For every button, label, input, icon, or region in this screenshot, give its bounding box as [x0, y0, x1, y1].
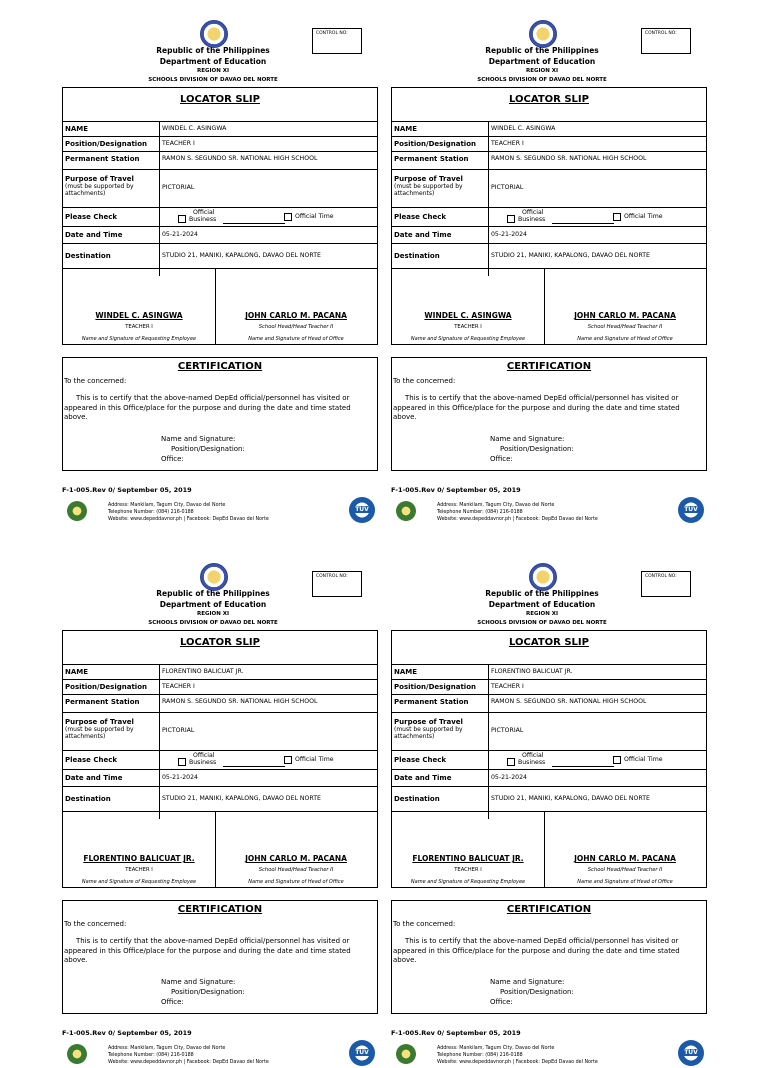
official-business-label	[518, 752, 545, 766]
address-line: Address: Mankilam, Tagum City, Davao del Norte	[437, 503, 555, 508]
purpose-note-1: (must be supported by	[65, 183, 134, 190]
position-value: TEACHER I	[491, 140, 524, 147]
certification-box	[62, 900, 378, 1014]
certification-body: This is to certify that the above-named DepEd official/personnel has visited or appeared in this Office/place for the purpose and during the date and time stated above.	[393, 937, 680, 964]
row-destination	[63, 786, 377, 812]
tuv-logo-text: TÜV	[355, 1049, 369, 1056]
purpose-value: PICTORIAL	[162, 727, 195, 734]
name-label: NAME	[394, 125, 418, 133]
head-caption: Name and Signature of Head of Office	[577, 879, 673, 885]
purpose-label	[65, 175, 134, 197]
position-designation-field: Position/Designation:	[500, 988, 574, 996]
row-purpose	[63, 712, 377, 751]
locator-slip	[391, 0, 707, 525]
control-no-label: CONTROL NO:	[316, 31, 348, 36]
row-purpose	[392, 712, 706, 751]
official-business-checkbox[interactable]	[178, 215, 186, 223]
row-date	[63, 226, 377, 244]
control-no-label: CONTROL NO:	[645, 31, 677, 36]
name-value: FLORENTINO BALICUAT JR.	[491, 668, 573, 675]
official-business-line1: Official	[193, 752, 215, 759]
purpose-note-1: (must be supported by	[394, 183, 463, 190]
employee-signature	[63, 811, 215, 889]
form-title: LOCATOR SLIP	[509, 94, 589, 105]
station-label: Permanent Station	[394, 155, 469, 163]
purpose-note-1: (must be supported by	[65, 726, 134, 733]
employee-caption: Name and Signature of Requesting Employee	[81, 879, 197, 885]
header-division: SCHOOLS DIVISION OF DAVAO DEL NORTE	[477, 77, 607, 83]
footer-address	[437, 502, 598, 523]
header-region: REGION XI	[196, 68, 230, 74]
business-underline	[223, 223, 285, 224]
row-destination	[392, 786, 706, 812]
employee-position: TEACHER I	[454, 324, 482, 330]
check-label: Please Check	[65, 756, 118, 764]
purpose-label	[65, 718, 134, 740]
employee-caption: Name and Signature of Requesting Employee	[410, 879, 526, 885]
website-line: Website: www.depeddavnor.ph | Facebook: DepEd Davao del Norte	[437, 517, 598, 522]
employee-signature	[392, 811, 544, 889]
official-business-line2: Business	[518, 216, 546, 223]
telephone-line: Telephone Number: (084) 216-0188	[437, 1053, 523, 1058]
certification-title: CERTIFICATION	[506, 361, 592, 372]
purpose-label	[394, 718, 463, 740]
employee-name: WINDEL C. ASINGWA	[95, 311, 183, 320]
deped-seal-icon	[200, 563, 228, 591]
check-label: Please Check	[394, 756, 447, 764]
purpose-value: PICTORIAL	[162, 184, 195, 191]
row-check	[392, 207, 706, 227]
date-label: Date and Time	[394, 774, 452, 782]
station-value: RAMON S. SEGUNDO SR. NATIONAL HIGH SCHOOL	[162, 155, 318, 162]
name-signature-field: Name and Signature:	[161, 435, 236, 443]
row-date	[392, 226, 706, 244]
destination-value: STUDIO 21, MANIKI, KAPALONG, DAVAO DEL NORTE	[491, 795, 650, 802]
row-date	[392, 769, 706, 787]
destination-label: Destination	[394, 252, 440, 260]
certification-title: CERTIFICATION	[177, 361, 263, 372]
row-position	[63, 679, 377, 695]
row-check	[63, 207, 377, 227]
header-republic: Republic of the Philippines	[485, 46, 599, 55]
office-field: Office:	[490, 455, 513, 463]
division-logo-icon	[67, 501, 87, 521]
locator-form	[62, 87, 378, 345]
locator-slip	[391, 543, 707, 1068]
official-business-label	[189, 752, 216, 766]
official-time-checkbox[interactable]	[284, 756, 292, 764]
header-region: REGION XI	[196, 611, 230, 617]
destination-label: Destination	[65, 795, 111, 803]
form-title: LOCATOR SLIP	[509, 637, 589, 648]
official-time-checkbox[interactable]	[613, 213, 621, 221]
official-business-checkbox[interactable]	[178, 758, 186, 766]
official-time-checkbox[interactable]	[613, 756, 621, 764]
row-destination	[392, 243, 706, 269]
purpose-label-text: Purpose of Travel	[394, 175, 463, 183]
destination-label: Destination	[65, 252, 111, 260]
station-label: Permanent Station	[65, 698, 140, 706]
position-designation-field: Position/Designation:	[171, 445, 245, 453]
telephone-line: Telephone Number: (084) 216-0188	[437, 510, 523, 515]
row-name	[392, 664, 706, 680]
position-designation-field: Position/Designation:	[500, 445, 574, 453]
header-republic: Republic of the Philippines	[156, 46, 270, 55]
tuv-certification-icon	[349, 1040, 375, 1066]
header-division: SCHOOLS DIVISION OF DAVAO DEL NORTE	[148, 77, 278, 83]
row-check	[392, 750, 706, 770]
station-value: RAMON S. SEGUNDO SR. NATIONAL HIGH SCHOOL	[491, 155, 647, 162]
header-division: SCHOOLS DIVISION OF DAVAO DEL NORTE	[148, 620, 278, 626]
official-business-checkbox[interactable]	[507, 758, 515, 766]
telephone-line: Telephone Number: (084) 216-0188	[108, 1053, 194, 1058]
form-code: F-1-005.Rev 0/ September 05, 2019	[62, 1029, 192, 1037]
row-destination	[63, 243, 377, 269]
date-label: Date and Time	[394, 231, 452, 239]
row-station	[392, 151, 706, 170]
station-value: RAMON S. SEGUNDO SR. NATIONAL HIGH SCHOOL	[162, 698, 318, 705]
official-business-checkbox[interactable]	[507, 215, 515, 223]
header-region: REGION XI	[525, 68, 559, 74]
position-label: Position/Designation	[394, 683, 476, 691]
website-line: Website: www.depeddavnor.ph | Facebook: DepEd Davao del Norte	[108, 517, 269, 522]
footer-address	[108, 502, 269, 523]
office-field: Office:	[161, 455, 184, 463]
name-signature-field: Name and Signature:	[161, 978, 236, 986]
telephone-line: Telephone Number: (084) 216-0188	[108, 510, 194, 515]
certification-box	[391, 357, 707, 471]
purpose-note-1: (must be supported by	[394, 726, 463, 733]
row-date	[63, 769, 377, 787]
employee-caption: Name and Signature of Requesting Employee	[81, 336, 197, 342]
name-value: WINDEL C. ASINGWA	[162, 125, 227, 132]
form-code: F-1-005.Rev 0/ September 05, 2019	[391, 1029, 521, 1037]
date-value: 05-21-2024	[162, 231, 198, 238]
employee-position: TEACHER I	[454, 867, 482, 873]
employee-signature	[63, 268, 215, 346]
purpose-note-2: attachments)	[394, 733, 435, 740]
certification-greeting: To the concerned:	[64, 920, 127, 928]
head-signature	[215, 268, 377, 346]
header-region: REGION XI	[525, 611, 559, 617]
row-station	[63, 694, 377, 713]
purpose-label-text: Purpose of Travel	[394, 718, 463, 726]
header-department: Department of Education	[488, 600, 596, 609]
head-position: School Head/Head Teacher II	[258, 867, 334, 873]
employee-signature	[392, 268, 544, 346]
form-code: F-1-005.Rev 0/ September 05, 2019	[391, 486, 521, 494]
position-label: Position/Designation	[65, 140, 147, 148]
header-division: SCHOOLS DIVISION OF DAVAO DEL NORTE	[477, 620, 607, 626]
footer-address	[108, 1045, 269, 1066]
head-position: School Head/Head Teacher II	[258, 324, 334, 330]
purpose-label-text: Purpose of Travel	[65, 718, 134, 726]
official-business-line1: Official	[193, 209, 215, 216]
head-caption: Name and Signature of Head of Office	[577, 336, 673, 342]
date-value: 05-21-2024	[162, 774, 198, 781]
station-label: Permanent Station	[65, 155, 140, 163]
head-name: JOHN CARLO M. PACANA	[574, 311, 676, 320]
business-underline	[552, 223, 614, 224]
head-position: School Head/Head Teacher II	[587, 324, 663, 330]
official-time-label: Official Time	[624, 756, 663, 763]
locator-form	[391, 630, 707, 888]
certification-box	[62, 357, 378, 471]
row-position	[392, 136, 706, 152]
purpose-value: PICTORIAL	[491, 727, 524, 734]
business-underline	[223, 766, 285, 767]
name-label: NAME	[65, 125, 89, 133]
address-line: Address: Mankilam, Tagum City, Davao del Norte	[437, 1046, 555, 1051]
certification-greeting: To the concerned:	[393, 377, 456, 385]
head-position: School Head/Head Teacher II	[587, 867, 663, 873]
position-value: TEACHER I	[491, 683, 524, 690]
employee-name: FLORENTINO BALICUAT JR.	[83, 854, 195, 863]
certification-body: This is to certify that the above-named DepEd official/personnel has visited or appeared in this Office/place for the purpose and during the date and time stated above.	[64, 394, 351, 421]
head-name: JOHN CARLO M. PACANA	[574, 854, 676, 863]
official-business-line1: Official	[522, 752, 544, 759]
name-label: NAME	[394, 668, 418, 676]
tuv-logo-text: TÜV	[684, 506, 698, 513]
destination-value: STUDIO 21, MANIKI, KAPALONG, DAVAO DEL NORTE	[162, 252, 321, 259]
official-business-label	[189, 209, 216, 223]
footer-address	[437, 1045, 598, 1066]
name-value: WINDEL C. ASINGWA	[491, 125, 556, 132]
website-line: Website: www.depeddavnor.ph | Facebook: DepEd Davao del Norte	[437, 1060, 598, 1065]
official-business-line2: Business	[189, 759, 217, 766]
employee-caption: Name and Signature of Requesting Employee	[410, 336, 526, 342]
office-field: Office:	[490, 998, 513, 1006]
purpose-note-2: attachments)	[65, 190, 106, 197]
purpose-label	[394, 175, 463, 197]
employee-position: TEACHER I	[125, 324, 153, 330]
form-title: LOCATOR SLIP	[180, 637, 260, 648]
locator-form	[391, 87, 707, 345]
position-designation-field: Position/Designation:	[171, 988, 245, 996]
form-code: F-1-005.Rev 0/ September 05, 2019	[62, 486, 192, 494]
destination-value: STUDIO 21, MANIKI, KAPALONG, DAVAO DEL NORTE	[162, 795, 321, 802]
locator-slip	[62, 0, 378, 525]
station-value: RAMON S. SEGUNDO SR. NATIONAL HIGH SCHOOL	[491, 698, 647, 705]
certification-greeting: To the concerned:	[64, 377, 127, 385]
tuv-logo-text: TÜV	[684, 1049, 698, 1056]
tuv-certification-icon	[678, 1040, 704, 1066]
official-business-label	[518, 209, 545, 223]
division-logo-icon	[67, 1044, 87, 1064]
control-no-label: CONTROL NO:	[316, 574, 348, 579]
employee-position: TEACHER I	[125, 867, 153, 873]
address-line: Address: Mankilam, Tagum City, Davao del Norte	[108, 503, 226, 508]
row-name	[392, 121, 706, 137]
head-name: JOHN CARLO M. PACANA	[245, 311, 347, 320]
header-department: Department of Education	[488, 57, 596, 66]
certification-greeting: To the concerned:	[393, 920, 456, 928]
row-position	[392, 679, 706, 695]
tuv-logo-text: TÜV	[355, 506, 369, 513]
station-label: Permanent Station	[394, 698, 469, 706]
certification-title: CERTIFICATION	[177, 904, 263, 915]
position-label: Position/Designation	[394, 140, 476, 148]
tuv-certification-icon	[678, 497, 704, 523]
certification-body: This is to certify that the above-named DepEd official/personnel has visited or appeared in this Office/place for the purpose and during the date and time stated above.	[64, 937, 351, 964]
head-caption: Name and Signature of Head of Office	[248, 336, 344, 342]
office-field: Office:	[161, 998, 184, 1006]
position-value: TEACHER I	[162, 683, 195, 690]
purpose-value: PICTORIAL	[491, 184, 524, 191]
header-department: Department of Education	[159, 600, 267, 609]
head-signature	[215, 811, 377, 889]
certification-box	[391, 900, 707, 1014]
division-logo-icon	[396, 1044, 416, 1064]
official-business-line2: Business	[518, 759, 546, 766]
head-signature	[544, 268, 706, 346]
deped-seal-icon	[200, 20, 228, 48]
row-position	[63, 136, 377, 152]
date-value: 05-21-2024	[491, 231, 527, 238]
official-business-line2: Business	[189, 216, 217, 223]
certification-body: This is to certify that the above-named DepEd official/personnel has visited or appeared in this Office/place for the purpose and during the date and time stated above.	[393, 394, 680, 421]
header-republic: Republic of the Philippines	[485, 589, 599, 598]
position-value: TEACHER I	[162, 140, 195, 147]
row-station	[63, 151, 377, 170]
division-logo-icon	[396, 501, 416, 521]
purpose-label-text: Purpose of Travel	[65, 175, 134, 183]
control-no-label: CONTROL NO:	[645, 574, 677, 579]
name-label: NAME	[65, 668, 89, 676]
official-time-label: Official Time	[295, 756, 334, 763]
header-republic: Republic of the Philippines	[156, 589, 270, 598]
official-time-checkbox[interactable]	[284, 213, 292, 221]
head-signature	[544, 811, 706, 889]
address-line: Address: Mankilam, Tagum City, Davao del Norte	[108, 1046, 226, 1051]
check-label: Please Check	[65, 213, 118, 221]
date-label: Date and Time	[65, 231, 123, 239]
employee-name: FLORENTINO BALICUAT JR.	[412, 854, 524, 863]
row-station	[392, 694, 706, 713]
header-department: Department of Education	[159, 57, 267, 66]
locator-slip	[62, 543, 378, 1068]
employee-name: WINDEL C. ASINGWA	[424, 311, 512, 320]
business-underline	[552, 766, 614, 767]
name-signature-field: Name and Signature:	[490, 435, 565, 443]
deped-seal-icon	[529, 20, 557, 48]
check-label: Please Check	[394, 213, 447, 221]
position-label: Position/Designation	[65, 683, 147, 691]
date-label: Date and Time	[65, 774, 123, 782]
row-purpose	[63, 169, 377, 208]
certification-title: CERTIFICATION	[506, 904, 592, 915]
official-time-label: Official Time	[624, 213, 663, 220]
official-business-line1: Official	[522, 209, 544, 216]
row-name	[63, 121, 377, 137]
deped-seal-icon	[529, 563, 557, 591]
website-line: Website: www.depeddavnor.ph | Facebook: DepEd Davao del Norte	[108, 1060, 269, 1065]
head-caption: Name and Signature of Head of Office	[248, 879, 344, 885]
form-title: LOCATOR SLIP	[180, 94, 260, 105]
head-name: JOHN CARLO M. PACANA	[245, 854, 347, 863]
tuv-certification-icon	[349, 497, 375, 523]
row-purpose	[392, 169, 706, 208]
destination-value: STUDIO 21, MANIKI, KAPALONG, DAVAO DEL NORTE	[491, 252, 650, 259]
destination-label: Destination	[394, 795, 440, 803]
purpose-note-2: attachments)	[65, 733, 106, 740]
purpose-note-2: attachments)	[394, 190, 435, 197]
row-check	[63, 750, 377, 770]
date-value: 05-21-2024	[491, 774, 527, 781]
name-signature-field: Name and Signature:	[490, 978, 565, 986]
locator-form	[62, 630, 378, 888]
row-name	[63, 664, 377, 680]
name-value: FLORENTINO BALICUAT JR.	[162, 668, 244, 675]
official-time-label: Official Time	[295, 213, 334, 220]
